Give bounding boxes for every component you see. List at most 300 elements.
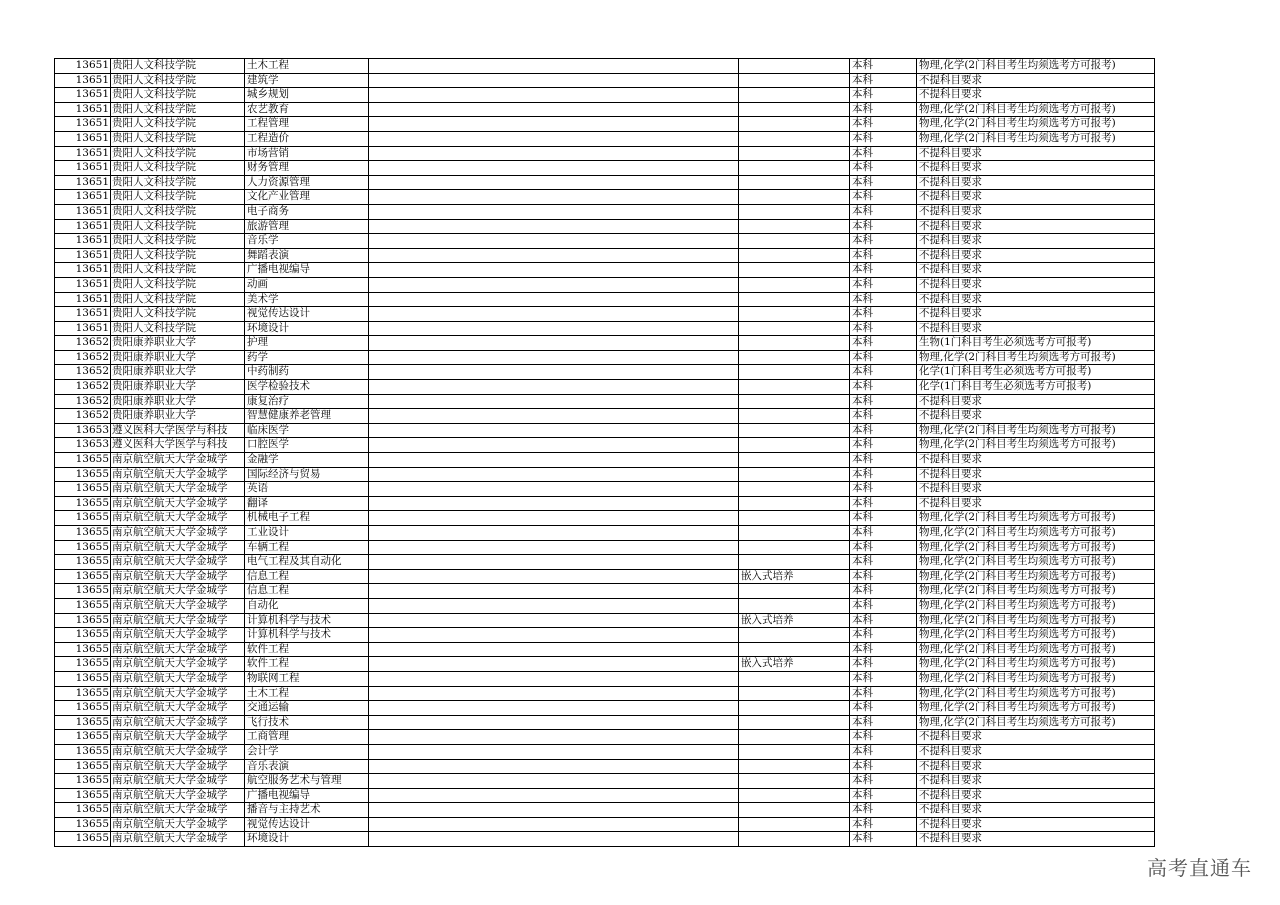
table-row — [55, 628, 1155, 643]
subject-requirement-cell: 化学(1门科目考生必须选考方可报考) — [917, 380, 1155, 395]
level-cell: 本科 — [850, 175, 917, 190]
training-mode-cell — [739, 555, 850, 570]
subject-requirement-cell: 不提科目要求 — [917, 88, 1155, 103]
level-cell: 本科 — [850, 73, 917, 88]
training-mode-cell — [739, 88, 850, 103]
note-cell — [369, 744, 739, 759]
major-name-cell: 智慧健康养老管理 — [245, 409, 369, 424]
subject-requirement-cell: 物理,化学(2门科目考生均须选考方可报考) — [917, 584, 1155, 599]
school-name-cell: 南京航空航天大学金城学 — [111, 511, 245, 526]
school-name-cell: 贵阳人文科技学院 — [111, 321, 245, 336]
table-row — [55, 350, 1155, 365]
training-mode-cell — [739, 803, 850, 818]
training-mode-cell — [739, 628, 850, 643]
major-name-cell: 自动化 — [245, 598, 369, 613]
admission-requirements-table — [54, 58, 1155, 847]
note-cell — [369, 467, 739, 482]
school-code-cell: 13655 — [55, 511, 111, 526]
school-code-cell: 13652 — [55, 336, 111, 351]
school-code-cell: 13655 — [55, 744, 111, 759]
subject-requirement-cell: 不提科目要求 — [917, 234, 1155, 249]
major-name-cell: 电气工程及其自动化 — [245, 555, 369, 570]
school-code-cell: 13651 — [55, 234, 111, 249]
school-name-cell: 南京航空航天大学金城学 — [111, 832, 245, 847]
subject-requirement-cell: 生物(1门科目考生必须选考方可报考) — [917, 336, 1155, 351]
training-mode-cell — [739, 117, 850, 132]
major-name-cell: 软件工程 — [245, 642, 369, 657]
training-mode-cell — [739, 788, 850, 803]
training-mode-cell — [739, 248, 850, 263]
level-cell: 本科 — [850, 730, 917, 745]
table-row — [55, 161, 1155, 176]
school-name-cell: 贵阳人文科技学院 — [111, 117, 245, 132]
training-mode-cell — [739, 438, 850, 453]
training-mode-cell: 嵌入式培养 — [739, 569, 850, 584]
level-cell: 本科 — [850, 598, 917, 613]
training-mode-cell — [739, 263, 850, 278]
school-code-cell: 13651 — [55, 73, 111, 88]
level-cell: 本科 — [850, 613, 917, 628]
major-name-cell: 美术学 — [245, 292, 369, 307]
major-name-cell: 土木工程 — [245, 686, 369, 701]
level-cell: 本科 — [850, 540, 917, 555]
major-name-cell: 环境设计 — [245, 832, 369, 847]
major-name-cell: 财务管理 — [245, 161, 369, 176]
level-cell: 本科 — [850, 204, 917, 219]
major-name-cell: 市场营销 — [245, 146, 369, 161]
major-name-cell: 飞行技术 — [245, 715, 369, 730]
note-cell — [369, 613, 739, 628]
note-cell — [369, 511, 739, 526]
training-mode-cell: 嵌入式培养 — [739, 613, 850, 628]
table-row — [55, 759, 1155, 774]
school-name-cell: 贵阳康养职业大学 — [111, 336, 245, 351]
school-name-cell: 南京航空航天大学金城学 — [111, 555, 245, 570]
table-row — [55, 263, 1155, 278]
note-cell — [369, 102, 739, 117]
subject-requirement-cell: 不提科目要求 — [917, 496, 1155, 511]
table-row — [55, 540, 1155, 555]
level-cell: 本科 — [850, 482, 917, 497]
subject-requirement-cell: 物理,化学(2门科目考生均须选考方可报考) — [917, 423, 1155, 438]
table-row — [55, 234, 1155, 249]
note-cell — [369, 277, 739, 292]
school-name-cell: 南京航空航天大学金城学 — [111, 526, 245, 541]
major-name-cell: 信息工程 — [245, 584, 369, 599]
note-cell — [369, 803, 739, 818]
major-name-cell: 计算机科学与技术 — [245, 628, 369, 643]
training-mode-cell — [739, 511, 850, 526]
school-name-cell: 贵阳人文科技学院 — [111, 88, 245, 103]
school-code-cell: 13655 — [55, 467, 111, 482]
school-name-cell: 南京航空航天大学金城学 — [111, 540, 245, 555]
note-cell — [369, 584, 739, 599]
school-code-cell: 13655 — [55, 584, 111, 599]
school-name-cell: 贵阳康养职业大学 — [111, 350, 245, 365]
school-code-cell: 13655 — [55, 730, 111, 745]
note-cell — [369, 569, 739, 584]
major-name-cell: 机械电子工程 — [245, 511, 369, 526]
training-mode-cell — [739, 774, 850, 789]
table-row — [55, 380, 1155, 395]
table-row — [55, 59, 1155, 74]
level-cell: 本科 — [850, 628, 917, 643]
subject-requirement-cell: 物理,化学(2门科目考生均须选考方可报考) — [917, 686, 1155, 701]
training-mode-cell — [739, 482, 850, 497]
subject-requirement-cell: 不提科目要求 — [917, 190, 1155, 205]
school-code-cell: 13655 — [55, 540, 111, 555]
school-name-cell: 贵阳康养职业大学 — [111, 394, 245, 409]
school-name-cell: 南京航空航天大学金城学 — [111, 803, 245, 818]
school-code-cell: 13651 — [55, 59, 111, 74]
level-cell: 本科 — [850, 569, 917, 584]
school-code-cell: 13655 — [55, 628, 111, 643]
subject-requirement-cell: 不提科目要求 — [917, 204, 1155, 219]
school-name-cell: 南京航空航天大学金城学 — [111, 584, 245, 599]
table-row — [55, 774, 1155, 789]
subject-requirement-cell: 物理,化学(2门科目考生均须选考方可报考) — [917, 715, 1155, 730]
school-code-cell: 13655 — [55, 832, 111, 847]
training-mode-cell: 嵌入式培养 — [739, 657, 850, 672]
subject-requirement-cell: 物理,化学(2门科目考生均须选考方可报考) — [917, 657, 1155, 672]
level-cell: 本科 — [850, 277, 917, 292]
school-code-cell: 13655 — [55, 453, 111, 468]
major-name-cell: 工商管理 — [245, 730, 369, 745]
level-cell: 本科 — [850, 321, 917, 336]
table-row — [55, 73, 1155, 88]
major-name-cell: 临床医学 — [245, 423, 369, 438]
school-code-cell: 13651 — [55, 190, 111, 205]
school-name-cell: 贵阳人文科技学院 — [111, 234, 245, 249]
level-cell: 本科 — [850, 380, 917, 395]
school-code-cell: 13655 — [55, 803, 111, 818]
note-cell — [369, 219, 739, 234]
table-row — [55, 409, 1155, 424]
school-code-cell: 13651 — [55, 88, 111, 103]
table-row — [55, 671, 1155, 686]
subject-requirement-cell: 不提科目要求 — [917, 307, 1155, 322]
note-cell — [369, 482, 739, 497]
training-mode-cell — [739, 380, 850, 395]
subject-requirement-cell: 不提科目要求 — [917, 803, 1155, 818]
note-cell — [369, 657, 739, 672]
school-name-cell: 贵阳人文科技学院 — [111, 161, 245, 176]
school-code-cell: 13655 — [55, 642, 111, 657]
training-mode-cell — [739, 131, 850, 146]
table-row — [55, 146, 1155, 161]
school-code-cell: 13651 — [55, 117, 111, 132]
training-mode-cell — [739, 832, 850, 847]
table-row — [55, 277, 1155, 292]
subject-requirement-cell: 不提科目要求 — [917, 453, 1155, 468]
note-cell — [369, 321, 739, 336]
major-name-cell: 广播电视编导 — [245, 788, 369, 803]
school-name-cell: 南京航空航天大学金城学 — [111, 613, 245, 628]
school-code-cell: 13652 — [55, 380, 111, 395]
training-mode-cell — [739, 526, 850, 541]
table-row — [55, 701, 1155, 716]
major-name-cell: 护理 — [245, 336, 369, 351]
school-code-cell: 13655 — [55, 613, 111, 628]
note-cell — [369, 292, 739, 307]
table-row — [55, 292, 1155, 307]
subject-requirement-cell: 不提科目要求 — [917, 248, 1155, 263]
school-name-cell: 贵阳康养职业大学 — [111, 365, 245, 380]
training-mode-cell — [739, 598, 850, 613]
table-row — [55, 204, 1155, 219]
training-mode-cell — [739, 759, 850, 774]
note-cell — [369, 73, 739, 88]
major-name-cell: 计算机科学与技术 — [245, 613, 369, 628]
school-code-cell: 13655 — [55, 569, 111, 584]
major-name-cell: 药学 — [245, 350, 369, 365]
subject-requirement-cell: 不提科目要求 — [917, 730, 1155, 745]
major-name-cell: 动画 — [245, 277, 369, 292]
school-code-cell: 13651 — [55, 204, 111, 219]
school-code-cell: 13651 — [55, 307, 111, 322]
subject-requirement-cell: 物理,化学(2门科目考生均须选考方可报考) — [917, 613, 1155, 628]
training-mode-cell — [739, 467, 850, 482]
school-code-cell: 13651 — [55, 263, 111, 278]
training-mode-cell — [739, 584, 850, 599]
subject-requirement-cell: 不提科目要求 — [917, 832, 1155, 847]
subject-requirement-cell: 物理,化学(2门科目考生均须选考方可报考) — [917, 642, 1155, 657]
level-cell: 本科 — [850, 59, 917, 74]
note-cell — [369, 131, 739, 146]
level-cell: 本科 — [850, 759, 917, 774]
table-row — [55, 657, 1155, 672]
major-name-cell: 文化产业管理 — [245, 190, 369, 205]
school-name-cell: 贵阳人文科技学院 — [111, 292, 245, 307]
school-name-cell: 贵阳康养职业大学 — [111, 409, 245, 424]
training-mode-cell — [739, 496, 850, 511]
subject-requirement-cell: 不提科目要求 — [917, 744, 1155, 759]
school-name-cell: 贵阳人文科技学院 — [111, 102, 245, 117]
school-name-cell: 南京航空航天大学金城学 — [111, 686, 245, 701]
table-row — [55, 248, 1155, 263]
training-mode-cell — [739, 409, 850, 424]
major-name-cell: 康复治疗 — [245, 394, 369, 409]
major-name-cell: 音乐表演 — [245, 759, 369, 774]
school-name-cell: 南京航空航天大学金城学 — [111, 730, 245, 745]
subject-requirement-cell: 物理,化学(2门科目考生均须选考方可报考) — [917, 131, 1155, 146]
note-cell — [369, 409, 739, 424]
watermark: 高考直通车 — [1147, 856, 1252, 880]
training-mode-cell — [739, 642, 850, 657]
subject-requirement-cell: 物理,化学(2门科目考生均须选考方可报考) — [917, 59, 1155, 74]
table-row — [55, 219, 1155, 234]
training-mode-cell — [739, 540, 850, 555]
school-code-cell: 13655 — [55, 817, 111, 832]
note-cell — [369, 175, 739, 190]
level-cell: 本科 — [850, 774, 917, 789]
school-name-cell: 贵阳人文科技学院 — [111, 131, 245, 146]
table-body — [55, 59, 1155, 847]
training-mode-cell — [739, 190, 850, 205]
school-code-cell: 13655 — [55, 671, 111, 686]
major-name-cell: 航空服务艺术与管理 — [245, 774, 369, 789]
school-code-cell: 13655 — [55, 686, 111, 701]
major-name-cell: 视觉传达设计 — [245, 817, 369, 832]
subject-requirement-cell: 不提科目要求 — [917, 467, 1155, 482]
school-code-cell: 13655 — [55, 657, 111, 672]
school-name-cell: 贵阳人文科技学院 — [111, 263, 245, 278]
level-cell: 本科 — [850, 788, 917, 803]
major-name-cell: 农艺教育 — [245, 102, 369, 117]
subject-requirement-cell: 物理,化学(2门科目考生均须选考方可报考) — [917, 438, 1155, 453]
training-mode-cell — [739, 102, 850, 117]
note-cell — [369, 715, 739, 730]
subject-requirement-cell: 不提科目要求 — [917, 73, 1155, 88]
major-name-cell: 视觉传达设计 — [245, 307, 369, 322]
level-cell: 本科 — [850, 409, 917, 424]
major-name-cell: 土木工程 — [245, 59, 369, 74]
table-row — [55, 190, 1155, 205]
school-code-cell: 13651 — [55, 102, 111, 117]
major-name-cell: 旅游管理 — [245, 219, 369, 234]
major-name-cell: 交通运输 — [245, 701, 369, 716]
school-code-cell: 13652 — [55, 394, 111, 409]
level-cell: 本科 — [850, 263, 917, 278]
level-cell: 本科 — [850, 467, 917, 482]
table-row — [55, 307, 1155, 322]
major-name-cell: 舞蹈表演 — [245, 248, 369, 263]
note-cell — [369, 701, 739, 716]
table-row — [55, 803, 1155, 818]
level-cell: 本科 — [850, 715, 917, 730]
training-mode-cell — [739, 671, 850, 686]
level-cell: 本科 — [850, 657, 917, 672]
level-cell: 本科 — [850, 642, 917, 657]
subject-requirement-cell: 不提科目要求 — [917, 277, 1155, 292]
level-cell: 本科 — [850, 803, 917, 818]
level-cell: 本科 — [850, 307, 917, 322]
training-mode-cell — [739, 204, 850, 219]
training-mode-cell — [739, 817, 850, 832]
school-code-cell: 13655 — [55, 701, 111, 716]
school-code-cell: 13651 — [55, 175, 111, 190]
school-code-cell: 13655 — [55, 788, 111, 803]
note-cell — [369, 380, 739, 395]
note-cell — [369, 759, 739, 774]
level-cell: 本科 — [850, 832, 917, 847]
school-name-cell: 南京航空航天大学金城学 — [111, 671, 245, 686]
note-cell — [369, 555, 739, 570]
school-code-cell: 13651 — [55, 146, 111, 161]
level-cell: 本科 — [850, 555, 917, 570]
level-cell: 本科 — [850, 146, 917, 161]
major-name-cell: 广播电视编导 — [245, 263, 369, 278]
school-code-cell: 13653 — [55, 438, 111, 453]
subject-requirement-cell: 物理,化学(2门科目考生均须选考方可报考) — [917, 102, 1155, 117]
note-cell — [369, 350, 739, 365]
major-name-cell: 物联网工程 — [245, 671, 369, 686]
major-name-cell: 环境设计 — [245, 321, 369, 336]
note-cell — [369, 146, 739, 161]
subject-requirement-cell: 不提科目要求 — [917, 482, 1155, 497]
table-row — [55, 102, 1155, 117]
school-code-cell: 13655 — [55, 482, 111, 497]
training-mode-cell — [739, 175, 850, 190]
level-cell: 本科 — [850, 453, 917, 468]
major-name-cell: 国际经济与贸易 — [245, 467, 369, 482]
major-name-cell: 工业设计 — [245, 526, 369, 541]
school-code-cell: 13651 — [55, 277, 111, 292]
school-code-cell: 13652 — [55, 350, 111, 365]
note-cell — [369, 628, 739, 643]
major-name-cell: 金融学 — [245, 453, 369, 468]
table-row — [55, 569, 1155, 584]
level-cell: 本科 — [850, 161, 917, 176]
major-name-cell: 英语 — [245, 482, 369, 497]
school-name-cell: 南京航空航天大学金城学 — [111, 642, 245, 657]
school-code-cell: 13655 — [55, 526, 111, 541]
subject-requirement-cell: 不提科目要求 — [917, 409, 1155, 424]
table-row — [55, 584, 1155, 599]
training-mode-cell — [739, 365, 850, 380]
school-name-cell: 贵阳人文科技学院 — [111, 73, 245, 88]
school-code-cell: 13653 — [55, 423, 111, 438]
school-name-cell: 南京航空航天大学金城学 — [111, 715, 245, 730]
level-cell: 本科 — [850, 817, 917, 832]
level-cell: 本科 — [850, 190, 917, 205]
major-name-cell: 中药制药 — [245, 365, 369, 380]
table-row — [55, 598, 1155, 613]
training-mode-cell — [739, 307, 850, 322]
training-mode-cell — [739, 686, 850, 701]
training-mode-cell — [739, 730, 850, 745]
table-row — [55, 88, 1155, 103]
major-name-cell: 建筑学 — [245, 73, 369, 88]
table-row — [55, 321, 1155, 336]
level-cell: 本科 — [850, 584, 917, 599]
table-row — [55, 642, 1155, 657]
table-row — [55, 482, 1155, 497]
level-cell: 本科 — [850, 248, 917, 263]
training-mode-cell — [739, 234, 850, 249]
major-name-cell: 人力资源管理 — [245, 175, 369, 190]
training-mode-cell — [739, 350, 850, 365]
note-cell — [369, 598, 739, 613]
note-cell — [369, 88, 739, 103]
subject-requirement-cell: 不提科目要求 — [917, 321, 1155, 336]
level-cell: 本科 — [850, 423, 917, 438]
note-cell — [369, 190, 739, 205]
level-cell: 本科 — [850, 131, 917, 146]
training-mode-cell — [739, 321, 850, 336]
training-mode-cell — [739, 146, 850, 161]
subject-requirement-cell: 物理,化学(2门科目考生均须选考方可报考) — [917, 526, 1155, 541]
subject-requirement-cell: 不提科目要求 — [917, 219, 1155, 234]
school-name-cell: 南京航空航天大学金城学 — [111, 453, 245, 468]
school-name-cell: 贵阳人文科技学院 — [111, 204, 245, 219]
training-mode-cell — [739, 453, 850, 468]
school-code-cell: 13652 — [55, 409, 111, 424]
school-code-cell: 13655 — [55, 774, 111, 789]
note-cell — [369, 336, 739, 351]
subject-requirement-cell: 不提科目要求 — [917, 292, 1155, 307]
school-name-cell: 南京航空航天大学金城学 — [111, 598, 245, 613]
subject-requirement-cell: 物理,化学(2门科目考生均须选考方可报考) — [917, 628, 1155, 643]
level-cell: 本科 — [850, 365, 917, 380]
table-row — [55, 117, 1155, 132]
subject-requirement-cell: 不提科目要求 — [917, 788, 1155, 803]
note-cell — [369, 263, 739, 278]
school-name-cell: 南京航空航天大学金城学 — [111, 744, 245, 759]
school-name-cell: 南京航空航天大学金城学 — [111, 467, 245, 482]
school-name-cell: 贵阳康养职业大学 — [111, 380, 245, 395]
subject-requirement-cell: 物理,化学(2门科目考生均须选考方可报考) — [917, 598, 1155, 613]
